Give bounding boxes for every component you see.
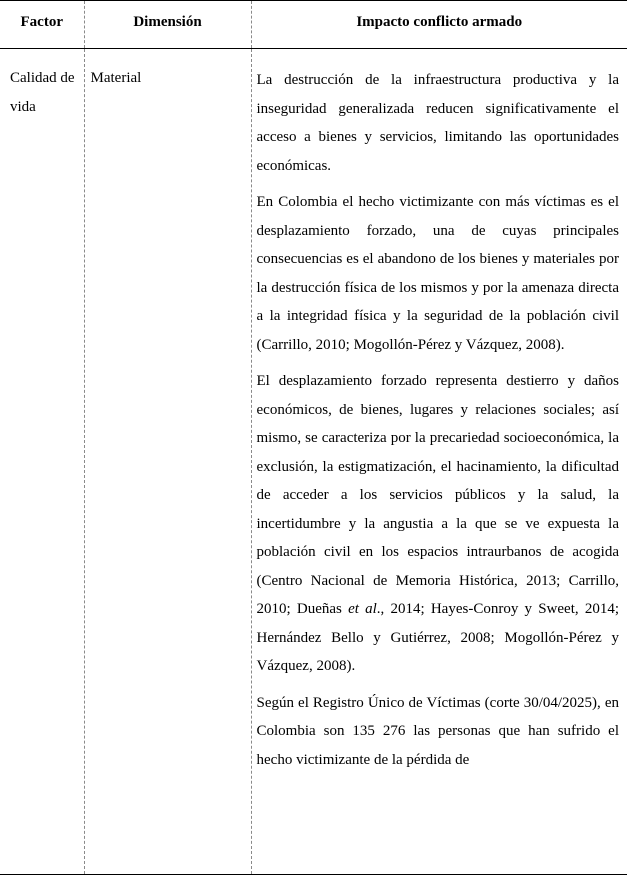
impact-paragraph-3-et: et <box>348 601 359 617</box>
impact-paragraph-4: Según el Registro Único de Víctimas (corte 30/04/2025), en Colombia son 135 276 las personas que han sufrido el hecho victimizante de la pérdida de <box>256 694 619 768</box>
cell-dimension: Material <box>84 49 251 875</box>
header-dimension: Dimensión <box>84 1 251 49</box>
header-impact: Impacto conflicto armado <box>251 1 627 49</box>
header-factor: Factor <box>0 1 84 49</box>
cell-impact <box>251 49 627 875</box>
impact-paragraph-3 <box>257 367 620 681</box>
table-header-row <box>0 1 627 49</box>
cell-factor: Calidad de vida <box>0 49 84 875</box>
impact-paragraph-3-text-a: El desplazamiento forzado representa destierro y daños económicos, de bienes, lugares y relaciones sociales; así mismo, se caracteriza por la precariedad socioeconómica, la exclusión, la estigmatización, el hacinamiento, la dificultad de acceder a los servicios públicos y la salud, la incertidumbre y la angustia a la que se ve expuesta la población civil en los espacios intraurbanos de acogida (Centro Nacional de Memoria Histórica, 2013; Carrillo, 2010; Dueñas <box>256 373 619 617</box>
table-row <box>0 49 627 875</box>
impact-paragraph-2: En Colombia el hecho victimizante con más víctimas es el desplazamiento forzado, una de cuyas principales consecuencias es el abandono de los bienes y materiales por la destrucción física de los mismos y por la amenaza directa a la integridad física y la seguridad de la población civil (Carrillo, 2010; Mogollón-Pérez y Vázquez, 2008). <box>256 194 619 353</box>
impact-paragraph-1: La destrucción de la infraestructura productiva y la inseguridad generalizada reducen significativamente el acceso a bienes y servicios, limitando las oportunidades económicas. <box>256 72 619 174</box>
impact-paragraph-3-text-b: ., 2014; Hayes-Conroy y Sweet, 2014; Hernández Bello y Gutiérrez, 2008; Mogollón-Pérez y Vázquez, 2008). <box>256 601 619 674</box>
impact-paragraph-3-al: al <box>365 601 377 617</box>
